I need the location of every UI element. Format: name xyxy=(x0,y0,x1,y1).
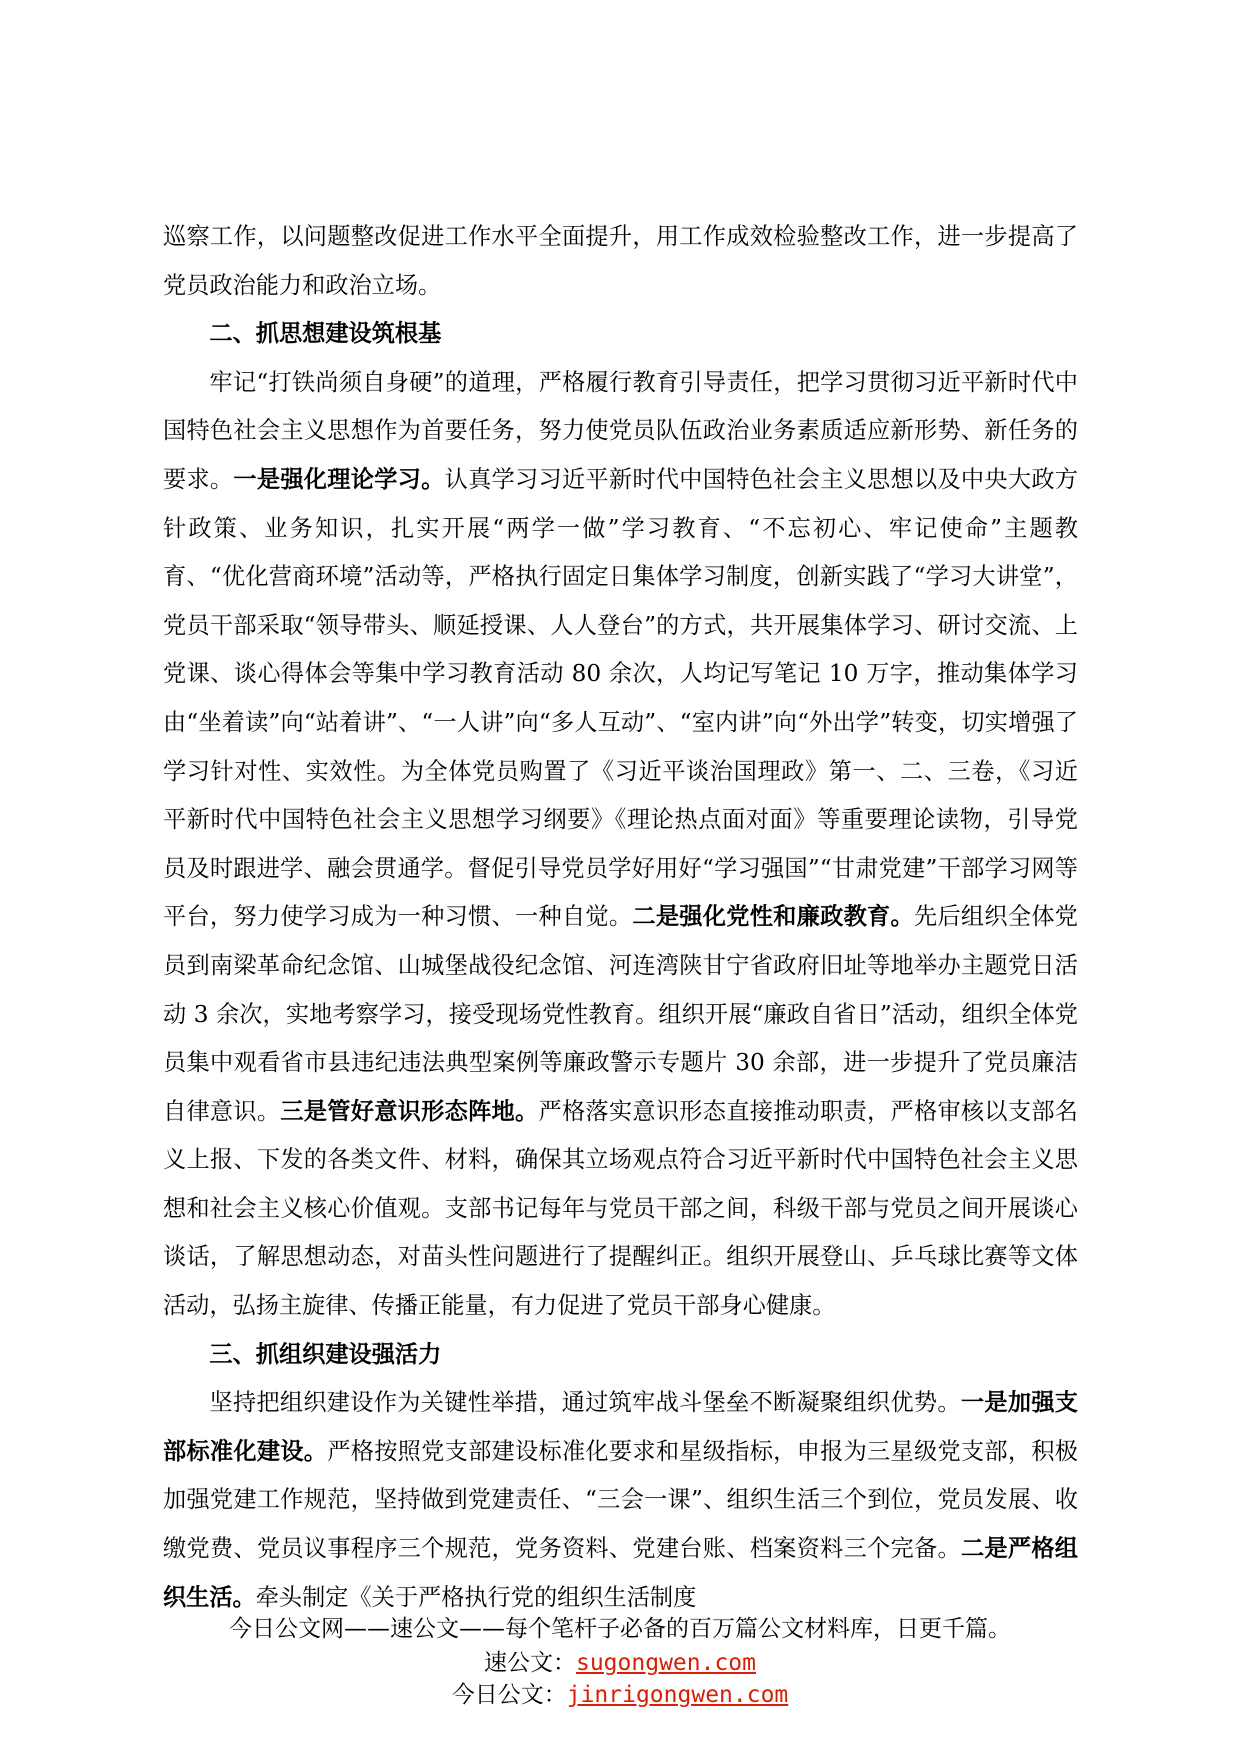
text-segment: 严格落实意识形态直接推动职责，严格审核以支部名义上报、下发的各类文件、材料，确保其立场观点符合习近平新时代中国特色社会主义思想和社会主义核心价值观。支部书记每年与党员干部之间，科级干部与党员之间开展谈心谈话，了解思想动态，对苗头性问题进行了提醒纠正。组织开展登山、乒乓球比赛等文体活动，弘扬主旋律、传播正能量，有力促进了党员干部身心健康。 xyxy=(163,1097,1078,1320)
paragraph-continuation: 巡察工作，以问题整改促进工作水平全面提升，用工作成效检验整改工作，进一步提高了党员政治能力和政治立场。 xyxy=(163,223,1078,299)
footer-jinrigongwen-label: 今日公文： xyxy=(451,1682,567,1708)
footer-sugongwen xyxy=(0,1644,1240,1677)
paragraph-section-2 xyxy=(163,359,1078,1331)
text-segment: 牢记“打铁尚须自身硬”的道理，严格履行教育引导责任，把学习贯彻习近平新时代中国特色社会主义思想作为首要任务，努力使党员队伍政治业务素质适应新形势、新任务的要求。 xyxy=(163,368,1078,493)
text-segment: 认真学习习近平新时代中国特色社会主义思想以及中央大政方针政策、业务知识，扎实开展“两学一做”学习教育、“不忘初心、牢记使命”主题教育、“优化营商环境”活动等，严格执行固定日集体学习制度，创新实践了“学习大讲堂”，党员干部采取“领导带头、顺延授课、人人登台”的方式，共开展集体学习、研讨交流、上党课、谈心得体会等集中学习教育活动 80 余次，人均记写笔记 10 万字，推动集体学习由“坐着读”向“站着讲”、“一人讲”向“多人互动”、“室内讲”向“外出学”转变，切实增强了学习针对性、实效性。为全体党员购置了《习近平谈治国理政》第一、二、三卷，《习近平新时代中国特色社会主义思想学习纲要》《理论热点面对面》等重要理论读物，引导党员及时跟进学、融会贯通学。督促引导党员学好用好“学习强国”“甘肃党建”干部学习网等平台，努力使学习成为一种习惯、一种自觉。 xyxy=(163,465,1078,931)
text-segment: 坚持把组织建设作为关键性举措，通过筑牢战斗堡垒不断凝聚组织优势。 xyxy=(209,1389,961,1417)
paragraph-section-3 xyxy=(163,1379,1078,1622)
bold-point-1: 一是加强支部标准化建设。 xyxy=(163,1389,1078,1465)
document-body xyxy=(163,213,1078,1622)
footer-jinrigongwen xyxy=(0,1676,1240,1709)
bold-point-2: 二是强化党性和廉政教育。 xyxy=(632,903,914,931)
bold-point-3: 三是管好意识形态阵地。 xyxy=(280,1097,539,1125)
footer-sugongwen-label: 速公文： xyxy=(483,1650,576,1676)
section-heading-2: 二、抓思想建设筑根基 xyxy=(209,320,442,348)
text-segment: 严格按照党支部建设标准化要求和星级指标，申报为三星级党支部，积极加强党建工作规范，坚持做到党建责任、“三会一课”、组织生活三个到位，党员发展、收缴党费、党员议事程序三个规范，党务资料、党建台账、档案资料三个完备。 xyxy=(163,1437,1078,1563)
text-segment: 先后组织全体党员到南梁革命纪念馆、山城堡战役纪念馆、河连湾陕甘宁省政府旧址等地举办主题党日活动 3 余次，实地考察学习，接受现场党性教育。组织开展“廉政自省日”活动，组织全体党员集中观看省市县违纪违法典型案例等廉政警示专题片 30 余部，进一步提升了党员廉洁自律意识。 xyxy=(163,903,1078,1125)
sugongwen-link[interactable]: sugongwen.com xyxy=(575,1650,756,1676)
section-heading-3: 三、抓组织建设强活力 xyxy=(209,1340,442,1368)
footer-banner: 今日公文网——速公文——每个笔杆子必备的百万篇公文材料库，日更千篇。 xyxy=(229,1616,1011,1642)
jinrigongwen-link[interactable]: jinrigongwen.com xyxy=(566,1682,789,1708)
bold-point-2: 二是严格组织生活。 xyxy=(163,1535,1078,1611)
text-segment: 牵头制定《关于严格执行党的组织生活制度 xyxy=(255,1583,697,1611)
bold-point-1: 一是强化理论学习。 xyxy=(233,465,445,493)
